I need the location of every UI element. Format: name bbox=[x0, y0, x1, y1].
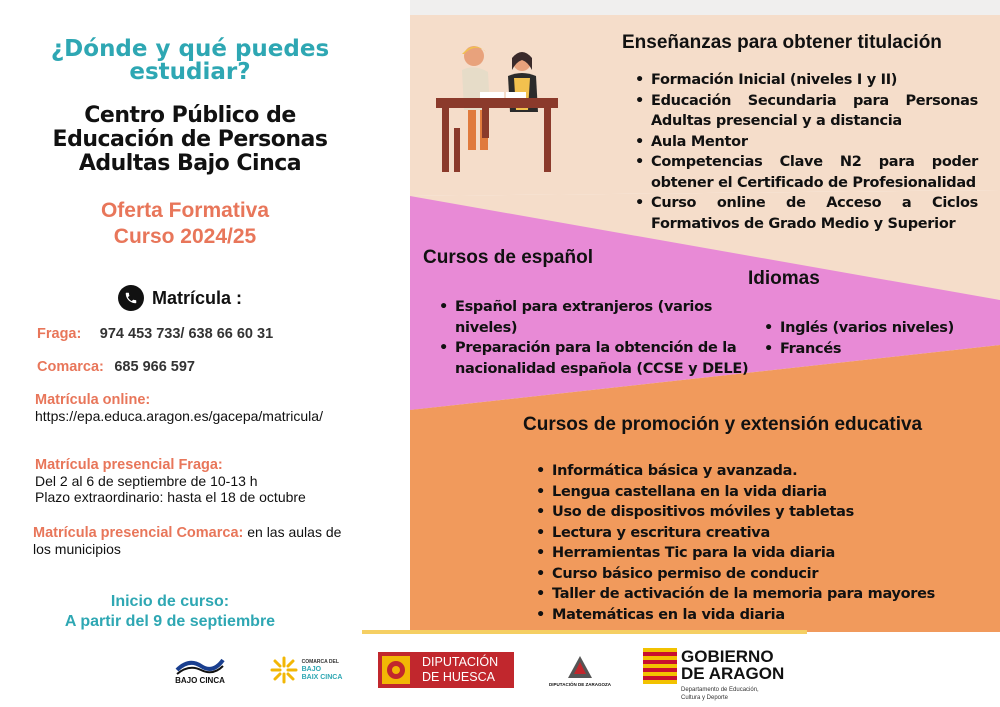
triangle-icon bbox=[566, 654, 594, 682]
comarca-phone: 685 966 597 bbox=[114, 359, 195, 375]
online-url[interactable]: https://epa.educa.aragon.es/gacepa/matricula/ bbox=[35, 408, 323, 424]
list-item: • Taller de activación de la memoria para mayores bbox=[534, 584, 974, 605]
aragon-flag-icon bbox=[643, 648, 677, 684]
presencial-comarca-text: en las aulas de los municipios bbox=[33, 524, 342, 557]
list-item: • Informática básica y avanzada. bbox=[534, 461, 974, 482]
sun-icon bbox=[270, 656, 298, 684]
matricula-title: Matrícula : bbox=[152, 287, 243, 308]
comarca-row bbox=[37, 358, 195, 376]
list-item: • Competencias Clave N2 para poder obtener el Certificado de Profesionalidad bbox=[633, 152, 978, 193]
bajo-cinca-text: BAJO CINCA bbox=[175, 675, 225, 685]
oferta-line2: Curso 2024/25 bbox=[113, 225, 257, 248]
wave-icon bbox=[175, 654, 225, 676]
list-item: • Aula Mentor bbox=[633, 132, 978, 153]
students-illustration bbox=[432, 40, 562, 175]
promocion-title: Cursos de promoción y extensión educativa bbox=[523, 414, 923, 435]
fraga-phone: 974 453 733/ 638 66 60 31 bbox=[99, 326, 274, 342]
gobierno-sub2: Cultura y Deporte bbox=[681, 695, 729, 701]
titulacion-list bbox=[633, 70, 978, 234]
phone-icon bbox=[118, 285, 144, 311]
oferta-block bbox=[60, 198, 310, 250]
presencial-comarca-label: Matrícula presencial Comarca: bbox=[33, 525, 244, 541]
list-item: • Educación Secundaria para Personas Adultas presencial y a distancia bbox=[633, 91, 978, 132]
gobierno-sub1: Departamento de Educación, bbox=[681, 687, 759, 693]
list-item: • Herramientas Tic para la vida diaria bbox=[534, 543, 974, 564]
diputacion-zaragoza-logo bbox=[540, 650, 620, 690]
list-item: • Español para extranjeros (varios niveles) bbox=[437, 297, 757, 338]
list-item: • Formación Inicial (niveles I y II) bbox=[633, 70, 978, 91]
inicio-block bbox=[40, 592, 300, 632]
question-title: ¿Dónde y qué puedes estudiar? bbox=[50, 36, 330, 85]
zaragoza-text: DIPUTACIÓN DE ZARAGOZA bbox=[549, 681, 611, 687]
presencial-comarca-block bbox=[33, 524, 363, 557]
espanol-list bbox=[437, 297, 757, 379]
oferta-line1: Oferta Formativa bbox=[100, 199, 270, 222]
gobierno-line1: GOBIERNO bbox=[681, 647, 774, 666]
comarca-logo-line1: COMARCA DEL bbox=[301, 659, 339, 665]
presencial-fraga-line1: Del 2 al 6 de septiembre de 10-13 h bbox=[35, 473, 258, 489]
list-item: • Preparación para la obtención de la nacionalidad española (CCSE y DELE) bbox=[437, 338, 757, 379]
diputacion-line2: DE HUESCA bbox=[422, 670, 495, 684]
comarca-logo-line3: BAIX CINCA bbox=[301, 674, 343, 681]
comarca-logo bbox=[258, 650, 354, 690]
top-strip bbox=[410, 0, 1000, 15]
presencial-fraga-line2: Plazo extraordinario: hasta el 18 de octubre bbox=[35, 489, 306, 505]
espanol-title: Cursos de español bbox=[423, 247, 593, 268]
fraga-label: Fraga: bbox=[37, 326, 82, 342]
list-item: • Curso básico permiso de conducir bbox=[534, 564, 974, 585]
gobierno-line2: DE ARAGON bbox=[681, 664, 785, 683]
presencial-fraga-block bbox=[35, 457, 375, 505]
idiomas-list bbox=[762, 318, 982, 359]
promocion-list bbox=[534, 461, 974, 625]
titulacion-title: Enseñanzas para obtener titulación bbox=[622, 32, 942, 53]
list-item: • Curso online de Acceso a Ciclos Formativos de Grado Medio y Superior bbox=[633, 193, 978, 234]
comarca-logo-line2: BAJO bbox=[301, 666, 322, 673]
matricula-heading bbox=[118, 285, 242, 311]
inicio-line1: Inicio de curso: bbox=[110, 593, 230, 610]
inicio-line2: A partir del 9 de septiembre bbox=[64, 613, 276, 630]
diputacion-line1: DIPUTACIÓN bbox=[422, 655, 499, 669]
presencial-fraga-label: Matrícula presencial Fraga: bbox=[35, 457, 223, 473]
list-item: • Inglés (varios niveles) bbox=[762, 318, 982, 339]
idiomas-title: Idiomas bbox=[748, 268, 820, 289]
online-label: Matrícula online: bbox=[35, 392, 151, 408]
gobierno-aragon-logo bbox=[643, 648, 803, 704]
list-item: • Lectura y escritura creativa bbox=[534, 523, 974, 544]
bajo-cinca-logo bbox=[172, 648, 228, 690]
fraga-row bbox=[37, 325, 273, 343]
diputacion-huesca-logo bbox=[378, 652, 514, 688]
list-item: • Uso de dispositivos móviles y tabletas bbox=[534, 502, 974, 523]
comarca-label: Comarca: bbox=[37, 359, 104, 375]
list-item: • Francés bbox=[762, 339, 982, 360]
centro-title: Centro Público de Educación de Personas Adultas Bajo Cinca bbox=[52, 103, 328, 176]
shield-icon bbox=[378, 652, 414, 688]
online-block bbox=[35, 392, 373, 424]
list-item: • Matemáticas en la vida diaria bbox=[534, 605, 974, 626]
list-item: • Lengua castellana en la vida diaria bbox=[534, 482, 974, 503]
